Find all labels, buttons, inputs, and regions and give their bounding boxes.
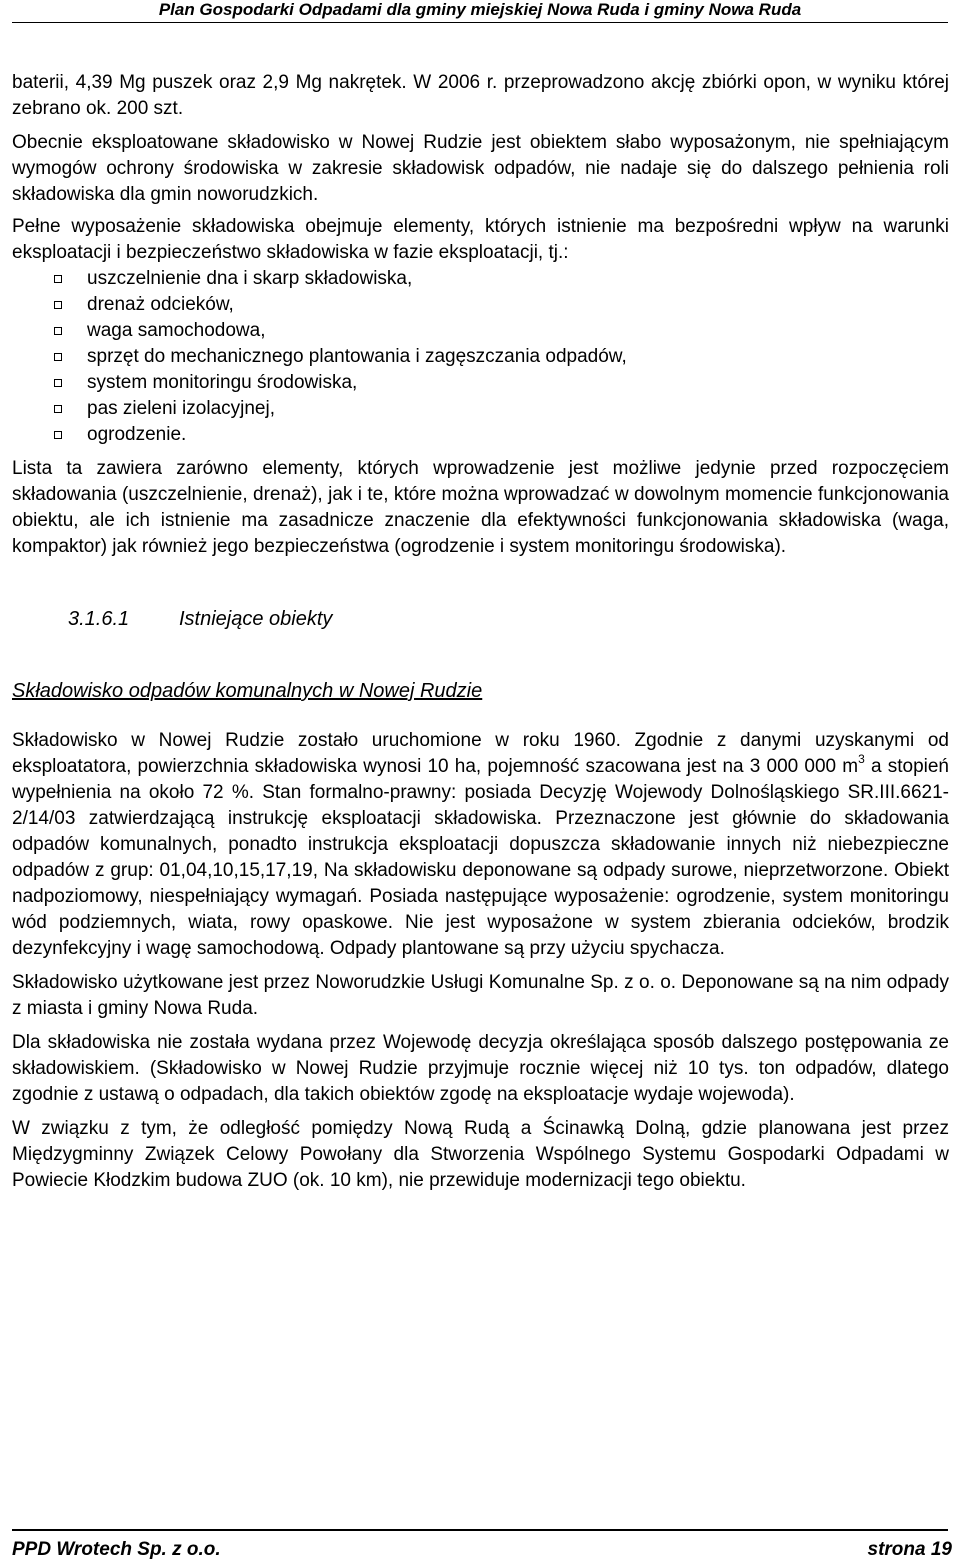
list-item: drenaż odcieków, — [12, 292, 949, 318]
superscript-exponent: 3 — [858, 751, 865, 766]
paragraph-equipment-intro: Pełne wyposażenie składowiska obejmuje elementy, których istnienie ma bezpośredni wpływ na warunki eksploatacji i bezpieczeństwo składowiska w fazie eksploatacji, tj.: — [12, 216, 949, 263]
checkbox-bullet-icon — [54, 405, 62, 413]
document-body — [12, 70, 949, 1202]
footer-company: PPD Wrotech Sp. z o.o. — [12, 1539, 221, 1560]
checkbox-bullet-icon — [54, 301, 62, 309]
list-item: waga samochodowa, — [12, 318, 949, 344]
paragraph-modernization: W związku z tym, że odległość pomiędzy Nową Rudą a Ścinawką Dolną, gdzie planowana jest przez Międzygminny Związek Celowy Powołany dla Stworzenia Wspólnego Systemu Gospodarki Odpadami w Powiecie Kłodzkim budowa ZUO (ok. 10 km), nie przewiduje modernizacji tego obiektu. — [12, 1118, 949, 1191]
checkbox-bullet-icon — [54, 353, 62, 361]
section-number: 3.1.6.1 — [68, 608, 130, 630]
paragraph-waste-collection: baterii, 4,39 Mg puszek oraz 2,9 Mg nakrętek. W 2006 r. przeprowadzono akcję zbiórki opon, w wyniku której zebrano ok. 200 szt. — [12, 72, 949, 119]
list-item: pas zieleni izolacyjnej, — [12, 396, 949, 422]
paragraph-list-explanation: Lista ta zawiera zarówno elementy, których wprowadzenie jest możliwe jedynie przed rozpoczęciem składowania (uszczelnienie, drenaż), jak i te, które można wprowadzać w dowolnym momencie funkcjonowania obiektu, ale ich istnienie ma zasadnicze znaczenie dla efektywności funkcjonowania składowiska (waga, kompaktor) jak również jego bezpieczeństwa (ogrodzenie i system monitoringu środowiska). — [12, 458, 949, 557]
footer-page-number: strona 19 — [867, 1539, 952, 1560]
paragraph-landfill-condition: Obecnie eksploatowane składowisko w Nowej Rudzie jest obiektem słabo wyposażonym, nie spełniającym wymogów ochrony środowiska w zakresie składowisk odpadów, nie nadaje się do dalszego pełnienia roli składowiska dla gmin noworudzkich. — [12, 132, 949, 205]
footer-divider — [12, 1529, 948, 1531]
list-item: sprzęt do mechanicznego plantowania i zagęszczania odpadów, — [12, 344, 949, 370]
list-item: ogrodzenie. — [12, 422, 949, 448]
checkbox-bullet-icon — [54, 275, 62, 283]
header-divider — [12, 22, 948, 23]
paragraph-landfill-details: Składowisko w Nowej Rudzie zostało uruchomione w roku 1960. Zgodnie z danymi uzyskanymi od eksploatatora, powierzchnia składowiska wynosi 10 ha, pojemność szacowana jest na 3 000 000 $m^3$ a stopień wypełnienia na około 72 %. Stan formalno-prawny: posiada Decyzję Wojewody Dolnośląskiego SR.III.6621-2/14/03 zatwierdzającą instrukcję eksploatacji składowiska. Przeznaczone jest głównie do składowania odpadów komunalnych, ponadto instrukcja eksploatacji dopuszcza składowanie innych niż niebezpieczne odpadów z grup: 01,04,10,15,17,19, Na składowisku deponowane są odpady surowe, nieprzetworzone. Obiekt nadpoziomowy, niespełniający wymagań. Posiada następujące wyposażenie: ogrodzenie, system monitoringu wód podziemnych, wiata, rowy opaskowe. Nie jest wyposażone w system zbierania odcieków, brodzik dezynfekcyjny i wagę samochodową. Odpady plantowane są przy użyciu spychacza. — [12, 730, 949, 959]
section-title: Istniejące obiekty — [179, 608, 333, 630]
paragraph-voivode-decision: Dla składowiska nie została wydana przez Wojewodę decyzja określająca sposób dalszego postępowania ze składowiskiem. (Składowisko w Nowej Rudzie przyjmuje rocznie więcej niż 10 tys. ton odpadów, dlatego zgodnie z ustawą o odpadach, dla takich obiektów zgodę na eksploatacje wydaje wojewoda). — [12, 1032, 949, 1105]
equipment-list — [12, 266, 949, 448]
list-item: uszczelnienie dna i skarp składowiska, — [12, 266, 949, 292]
page-header: Plan Gospodarki Odpadami dla gminy miejskiej Nowa Ruda i gminy Nowa Ruda — [158, 0, 802, 19]
section-heading — [12, 606, 949, 632]
paragraph-operator: Składowisko użytkowane jest przez Noworudzkie Usługi Komunalne Sp. z o. o. Deponowane są na nim odpady z miasta i gminy Nowa Ruda. — [12, 972, 949, 1019]
checkbox-bullet-icon — [54, 379, 62, 387]
checkbox-bullet-icon — [54, 431, 62, 439]
subsection-heading: Składowisko odpadów komunalnych w Nowej Rudzie — [12, 680, 483, 702]
checkbox-bullet-icon — [54, 327, 62, 335]
list-item: system monitoringu środowiska, — [12, 370, 949, 396]
